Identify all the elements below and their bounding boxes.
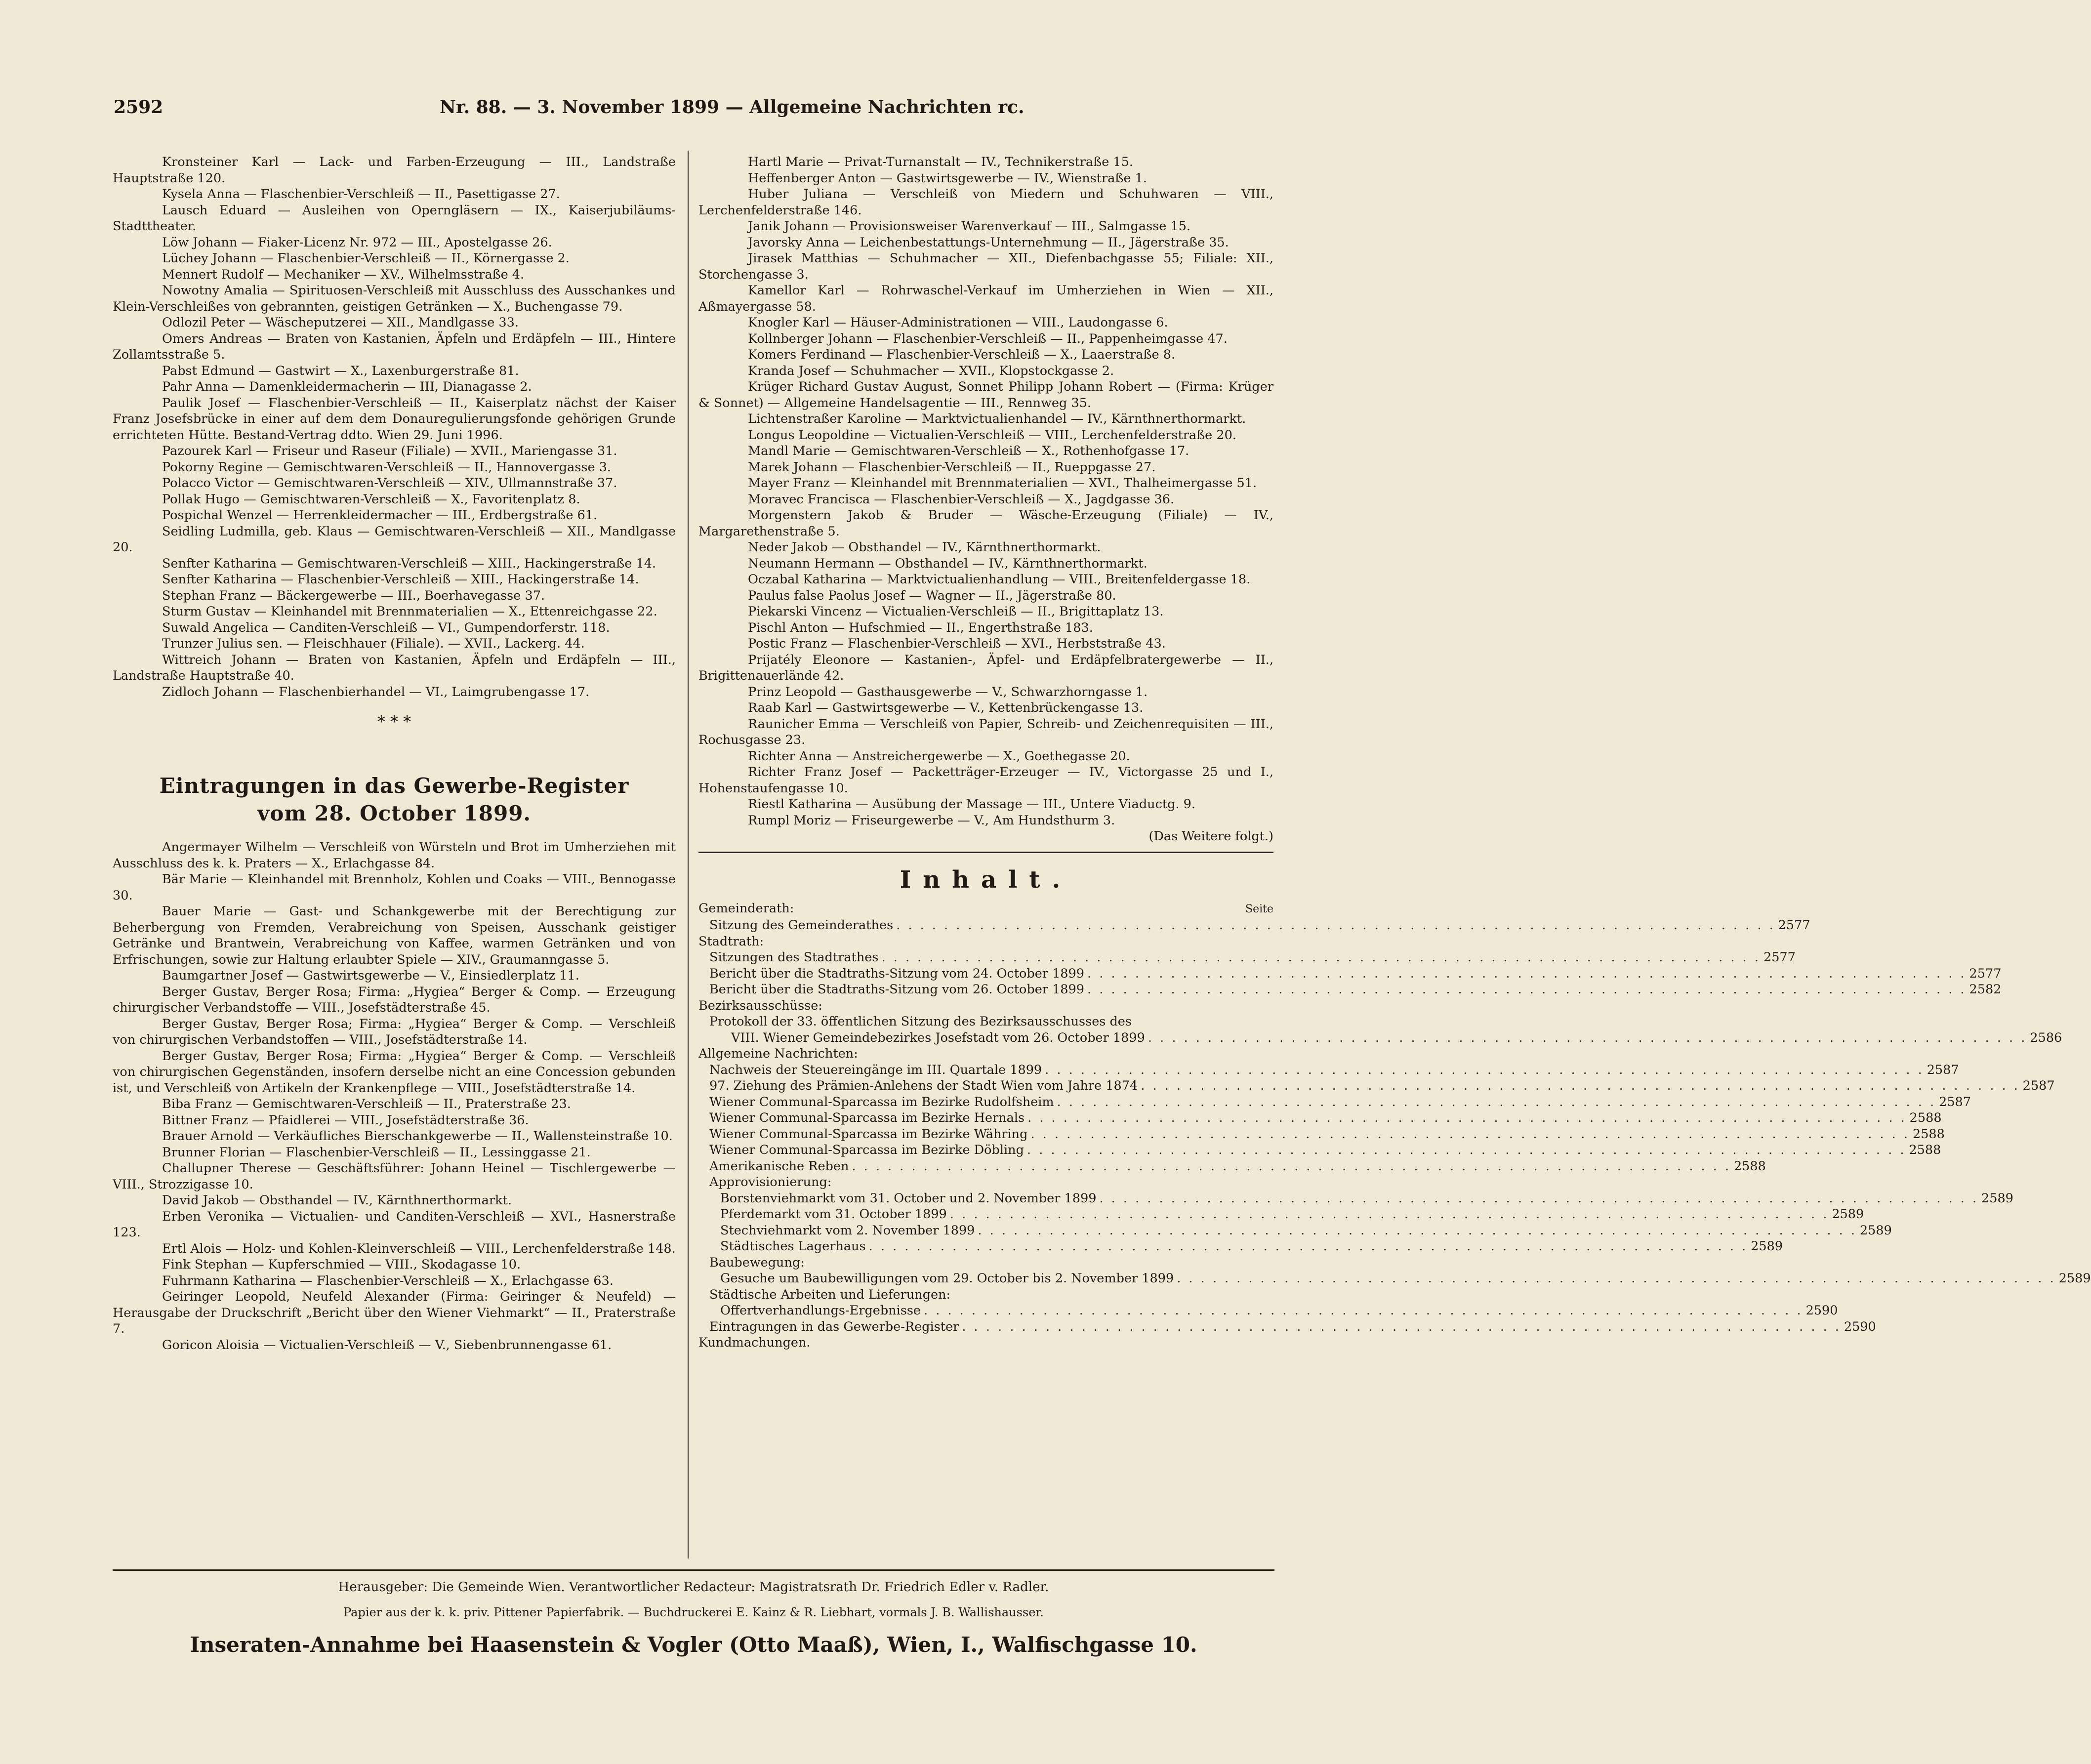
- list-item: Zidloch Johann — Flaschenbierhandel — VI., Laimgrubengasse 17.: [162, 684, 590, 699]
- toc-page-number: 2589: [1981, 1190, 2013, 1206]
- list-item: Pazourek Karl — Friseur und Raseur (Filiale) — XVII., Mariengasse 31.: [162, 444, 617, 458]
- list-item: Marek Johann — Flaschenbier-Verschleiß — II., Rueppgasse 27.: [748, 459, 1156, 475]
- toc-leader-dots: [1084, 966, 1969, 982]
- toc-label: Protokoll der 33. öffentlichen Sitzung des Bezirksausschusses des: [709, 1014, 1132, 1029]
- list-item: Pabst Edmund — Gastwirt — X., Laxenburgerstraße 81.: [162, 363, 519, 378]
- list-item: David Jakob — Obsthandel — IV., Kärnthnerthormarkt.: [162, 1193, 512, 1208]
- toc-label: Sitzungen des Stadtrathes: [709, 950, 879, 965]
- list-item: Baumgartner Josef — Gastwirtsgewerbe — V., Einsiedlerplatz 11.: [162, 968, 579, 983]
- list-item: Komers Ferdinand — Flaschenbier-Verschleiß — X., Laaerstraße 8.: [748, 347, 1176, 362]
- toc-label: Baubewegung:: [709, 1255, 805, 1270]
- list-item: Brunner Florian — Flaschenbier-Verschleiß — II., Lessinggasse 21.: [162, 1145, 591, 1160]
- toc-label: Bericht über die Stadtraths-Sitzung vom 24. October 1899: [709, 966, 1084, 981]
- toc-entry: [698, 1319, 1876, 1335]
- table-of-contents: [698, 901, 2091, 1351]
- list-item: Raab Karl — Gastwirtsgewerbe — V., Kettenbrückengasse 13.: [748, 700, 1144, 715]
- toc-entry: [698, 1303, 1838, 1319]
- list-item: Rumpl Moriz — Friseurgewerbe — V., Am Hundsthurm 3.: [748, 813, 1115, 828]
- toc-entry: [698, 1271, 2091, 1287]
- list-item: Trunzer Julius sen. — Fleischhauer (Filiale). — XVII., Lackerg. 44.: [162, 636, 585, 651]
- toc-label: Borstenviehmarkt vom 31. October und 2. November 1899: [720, 1190, 1097, 1206]
- toc-entry: [698, 1142, 1941, 1158]
- list-item: Neumann Hermann — Obsthandel — IV., Kärnthnerthormarkt.: [748, 556, 1148, 571]
- list-item: Omers Andreas — Braten von Kastanien, Äpfeln und Erdäpfeln — III., Hintere Zollamtsstraße 5.: [113, 331, 676, 362]
- list-item: Sturm Gustav — Kleinhandel mit Brennmaterialien — X., Ettenreichgasse 22.: [162, 604, 657, 619]
- list-item: Prijatély Eleonore — Kastanien-, Äpfel- und Erdäpfelbratergewerbe — II., Brigittenauerlände 42.: [698, 652, 1273, 683]
- toc-leader-dots: [975, 1223, 1860, 1239]
- toc-page-number: 2590: [1844, 1319, 1876, 1334]
- toc-label: Bezirksausschüsse:: [698, 998, 822, 1013]
- list-item: Prinz Leopold — Gasthausgewerbe — V., Schwarzhorngasse 1.: [748, 684, 1148, 699]
- toc-leader-dots: [866, 1238, 1751, 1255]
- list-item: Goricon Aloisia — Victualien-Verschleiß — V., Siebenbrunnengasse 61.: [162, 1337, 612, 1353]
- toc-label: 97. Ziehung des Prämien-Anlehens der Stadt Wien vom Jahre 1874: [709, 1078, 1138, 1093]
- list-item: Angermayer Wilhelm — Verschleiß von Würsteln und Brot im Umherziehen mit Ausschluss des k. k. Praters — X., Erlachgasse 84.: [113, 840, 676, 871]
- list-item: Lüchey Johann — Flaschenbier-Verschleiß — II., Körnergasse 2.: [162, 251, 570, 266]
- toc-label: Offertverhandlungs-Ergebnisse: [720, 1303, 921, 1318]
- list-item: Neder Jakob — Obsthandel — IV., Kärnthnerthormarkt.: [748, 540, 1101, 555]
- list-item: Paulus false Paolus Josef — Wagner — II., Jägerstraße 80.: [748, 588, 1116, 603]
- list-item: Heffenberger Anton — Gastwirtsgewerbe — IV., Wienstraße 1.: [748, 170, 1147, 186]
- toc-leader-dots: [921, 1303, 1806, 1319]
- section-title: Eintragungen in das Gewerbe-Register: [159, 774, 629, 798]
- toc-label: Städtisches Lagerhaus: [720, 1239, 866, 1254]
- toc-leader-dots: [1138, 1078, 2023, 1094]
- running-title: Nr. 88. — 3. November 1899 — Allgemeine Nachrichten rc.: [440, 97, 1025, 118]
- right-column: [698, 154, 2091, 1351]
- list-item: Piekarski Vincenz — Victualien-Verschleiß — II., Brigittaplatz 13.: [748, 604, 1164, 619]
- list-item: Bittner Franz — Pfaidlerei — VIII., Josefstädterstraße 36.: [162, 1112, 529, 1128]
- toc-entry: [698, 1238, 1783, 1255]
- toc-leader-dots: [849, 1158, 1734, 1175]
- list-item: Mennert Rudolf — Mechaniker — XV., Wilhelmsstraße 4.: [162, 267, 525, 282]
- toc-leader-dots: [1027, 1126, 1913, 1143]
- list-item: Senfter Katharina — Flaschenbier-Verschleiß — XIII., Hackingerstraße 14.: [162, 572, 639, 587]
- left-column: [113, 154, 676, 1353]
- toc-entry: [698, 901, 1273, 918]
- toc-page-number: 2589: [2058, 1271, 2091, 1286]
- toc-entry: [698, 998, 1273, 1014]
- toc-label: Approvisionierung:: [709, 1175, 832, 1190]
- list-item: Seidling Ludmilla, geb. Klaus — Gemischtwaren-Verschleiß — XII., Mandlgasse 20.: [113, 524, 676, 555]
- toc-entry: [698, 1094, 1971, 1110]
- toc-label: Sitzung des Gemeinderathes: [709, 918, 894, 933]
- list-item: Kranda Josef — Schuhmacher — XVII., Klopstockgasse 2.: [748, 363, 1114, 378]
- toc-leader-dots: [1042, 1062, 1927, 1078]
- page-header: [114, 97, 1195, 126]
- list-item: Fink Stephan — Kupferschmied — VIII., Skodagasse 10.: [162, 1257, 521, 1272]
- toc-leader-dots: [959, 1319, 1844, 1335]
- list-item: Longus Leopoldine — Victualien-Verschleiß — VIII., Lerchenfelderstraße 20.: [748, 427, 1236, 443]
- toc-entry: [698, 1174, 1273, 1190]
- toc-leader-dots: [1025, 1110, 1910, 1126]
- toc-entry: [698, 917, 1810, 934]
- printer-line: Papier aus der k. k. priv. Pittener Papierfabrik. — Buchdruckerei E. Kainz & R. Liebhart, vormals J. B. Wallishausser.: [343, 1605, 1044, 1619]
- toc-entry: [698, 1030, 2062, 1046]
- toc-page-number: 2588: [1733, 1158, 1766, 1174]
- toc-entry: [698, 1062, 1959, 1078]
- list-item: Biba Franz — Gemischtwaren-Verschleiß — II., Praterstraße 23.: [162, 1097, 571, 1111]
- list-item: Moravec Francisca — Flaschenbier-Verschleiß — X., Jagdgasse 36.: [748, 492, 1175, 507]
- list-item: Pahr Anna — Damenkleidermacherin — III, Dianagasse 2.: [162, 379, 532, 394]
- list-item: Pollak Hugo — Gemischtwaren-Verschleiß — X., Favoritenplatz 8.: [162, 492, 580, 507]
- list-item: Paulik Josef — Flaschenbier-Verschleiß — II., Kaiserplatz nächst der Kaiser Franz Josefsbrücke in einer auf dem dem Donauregulierungsfonde gehörigen Grunde errichteten Hütte. Bestand-Vertrag ddto. Wien 29. Juni 1996.: [113, 395, 676, 443]
- list-item: Wittreich Johann — Braten von Kastanien, Äpfeln und Erdäpfeln — III., Landstraße Hauptstraße 40.: [113, 652, 676, 683]
- trade-register-list-continued: [698, 154, 1273, 828]
- toc-divider: [698, 852, 1273, 853]
- toc-leader-dots: [893, 917, 1778, 934]
- list-item: Jirasek Matthias — Schuhmacher — XII., Diefenbachgasse 55; Filiale: XII., Storchengasse 3.: [698, 251, 1273, 282]
- list-item: Mayer Franz — Kleinhandel mit Brennmaterialien — XVI., Thalheimergasse 51.: [748, 476, 1257, 491]
- list-item: Löw Johann — Fiaker-Licenz Nr. 972 — III., Apostelgasse 26.: [162, 235, 552, 250]
- toc-entry: [698, 1014, 1273, 1030]
- list-item: Mandl Marie — Gemischtwaren-Verschleiß — X., Rothenhofgasse 17.: [748, 444, 1189, 458]
- list-item: Richter Franz Josef — Packetträger-Erzeuger — IV., Victorgasse 25 und I., Hohenstaufengasse 10.: [698, 765, 1273, 796]
- toc-leader-dots: [1054, 1094, 1939, 1110]
- toc-label: Wiener Communal-Sparcassa im Bezirke Hernals: [709, 1110, 1025, 1125]
- toc-entry: [698, 1126, 1945, 1143]
- list-item: Suwald Angelica — Canditen-Verschleiß — VI., Gumpendorferstr. 118.: [162, 620, 610, 635]
- list-item: Brauer Arnold — Verkäufliches Bierschankgewerbe — II., Wallensteinstraße 10.: [162, 1129, 673, 1144]
- toc-entry: [698, 1335, 1273, 1351]
- toc-page-number: 2587: [1939, 1094, 1971, 1109]
- list-item: Richter Anna — Anstreichergewerbe — X., Goethegasse 20.: [748, 748, 1130, 764]
- toc-page-number: 2590: [1805, 1303, 1838, 1318]
- toc-leader-dots: [1145, 1030, 2030, 1046]
- toc-page-number: 2587: [2022, 1078, 2055, 1093]
- list-item: Raunicher Emma — Verschleiß von Papier, Schreib- und Zeichenrequisiten — III., Rochusgasse 23.: [698, 716, 1273, 747]
- publisher-line: Herausgeber: Die Gemeinde Wien. Verantwortlicher Redacteur: Magistratsrath Dr. Friedrich Edler v. Radler.: [338, 1580, 1049, 1595]
- list-item: Odlozil Peter — Wäscheputzerei — XII., Mandlgasse 33.: [162, 315, 519, 330]
- toc-entry: [698, 934, 1273, 950]
- list-item: Javorsky Anna — Leichenbestattungs-Unternehmung — II., Jägerstraße 35.: [748, 235, 1229, 250]
- toc-label: Nachweis der Steuereingänge im III. Quartale 1899: [709, 1062, 1042, 1077]
- footer-divider: [113, 1569, 1274, 1571]
- toc-label: Eintragungen in das Gewerbe-Register: [709, 1319, 959, 1334]
- toc-title: Inhalt.: [900, 865, 1072, 894]
- toc-page-number: 2587: [1927, 1062, 1959, 1077]
- list-item: Pischl Anton — Hufschmied — II., Engerthstraße 183.: [748, 620, 1093, 635]
- toc-leader-dots: [1084, 982, 1969, 998]
- list-item: Kronsteiner Karl — Lack- und Farben-Erzeugung — III., Landstraße Hauptstraße 120.: [113, 155, 676, 186]
- column-divider: [688, 151, 689, 1559]
- list-item: Pospichal Wenzel — Herrenkleidermacher — III., Erdbergstraße 61.: [162, 508, 598, 523]
- list-item: Fuhrmann Katharina — Flaschenbier-Verschleiß — X., Erlachgasse 63.: [162, 1273, 614, 1288]
- toc-label: Pferdemarkt vom 31. October 1899: [720, 1207, 947, 1222]
- toc-label: Städtische Arbeiten und Lieferungen:: [709, 1287, 951, 1302]
- toc-entry: [698, 1255, 1273, 1271]
- list-item: Kollnberger Johann — Flaschenbier-Verschleiß — II., Pappenheimgasse 47.: [748, 331, 1228, 346]
- toc-page-number: 2577: [1778, 918, 1810, 933]
- toc-page-number: 2589: [1832, 1207, 1864, 1222]
- toc-label: Wiener Communal-Sparcassa im Bezirke Rudolfsheim: [709, 1094, 1054, 1109]
- list-item: Morgenstern Jakob & Bruder — Wäsche-Erzeugung (Filiale) — IV., Margarethenstraße 5.: [698, 508, 1273, 539]
- toc-leader-dots: [1096, 1190, 1981, 1207]
- list-item: Lichtenstraßer Karoline — Marktvictualienhandel — IV., Kärnthnerthormarkt.: [748, 411, 1246, 426]
- toc-entry: [698, 1190, 2013, 1207]
- toc-page-number: 2577: [1969, 966, 2002, 981]
- toc-entry: [698, 1223, 1892, 1239]
- separator-stars: * * *: [377, 712, 411, 731]
- toc-leader-dots: [878, 949, 1763, 966]
- toc-entry: [698, 1046, 1273, 1062]
- list-item: Lausch Eduard — Ausleihen von Operngläsern — IX., Kaiserjubiläums-Stadttheater.: [113, 203, 676, 234]
- toc-leader-dots: [1174, 1271, 2059, 1287]
- toc-entry: [698, 949, 1796, 966]
- toc-label: Wiener Communal-Sparcassa im Bezirke Währing: [709, 1126, 1028, 1142]
- list-item: Kamellor Karl — Rohrwaschel-Verkauf im Umherziehen in Wien — XII., Aßmayergasse 58.: [698, 283, 1273, 314]
- section-date: vom 28. October 1899.: [257, 801, 532, 825]
- list-item: Berger Gustav, Berger Rosa; Firma: „Hygiea“ Berger & Comp. — Verschleiß von chirurgischen Verbandstoffen — VIII., Josefstädterstraße 14.: [113, 1016, 676, 1047]
- toc-page-number: 2588: [1912, 1126, 1945, 1142]
- toc-page-number: 2589: [1859, 1223, 1892, 1238]
- list-item: Knogler Karl — Häuser-Administrationen — VIII., Laudongasse 6.: [748, 315, 1168, 330]
- list-item: Senfter Katharina — Gemischtwaren-Verschleiß — XIII., Hackingerstraße 14.: [162, 556, 656, 571]
- toc-label: Stadtrath:: [698, 934, 764, 949]
- list-item: Bär Marie — Kleinhandel mit Brennholz, Kohlen und Coaks — VIII., Bennogasse 30.: [113, 872, 676, 903]
- list-item: Stephan Franz — Bäckergewerbe — III., Boerhavegasse 37.: [162, 588, 545, 603]
- toc-entry: [698, 1158, 1766, 1175]
- list-item: Geiringer Leopold, Neufeld Alexander (Firma: Geiringer & Neufeld) — Herausgabe der Druckschrift „Bericht über den Wiener Viehmarkt“ — II., Praterstraße 7.: [113, 1289, 676, 1336]
- toc-page-number: 2577: [1763, 950, 1796, 965]
- toc-label: Amerikanische Reben: [709, 1158, 849, 1174]
- list-item: Bauer Marie — Gast- und Schankgewerbe mit der Berechtigung zur Beherbergung von Fremden, Verabreichung von Speisen, Ausschank geistiger Getränke und Brantwein, Verabreichung von Kaffee, warmen Getränken und von Erfrischungen, sowie zur Haltung erlaubter Spiele — XIV., Graumanngasse 5.: [113, 904, 676, 967]
- list-item: Oczabal Katharina — Marktvictualienhandlung — VIII., Breitenfeldergasse 18.: [748, 572, 1251, 587]
- toc-entry: [698, 966, 2002, 982]
- list-item: Riestl Katharina — Ausübung der Massage — III., Untere Viaductg. 9.: [748, 797, 1195, 812]
- toc-label: VIII. Wiener Gemeindebezirkes Josefstadt vom 26. October 1899: [731, 1030, 1145, 1045]
- list-item: Kysela Anna — Flaschenbier-Verschleiß — II., Pasettigasse 27.: [162, 187, 560, 202]
- toc-leader-dots: [1024, 1142, 1909, 1158]
- toc-label: Wiener Communal-Sparcassa im Bezirke Döbling: [709, 1143, 1024, 1157]
- list-item: Ertl Alois — Holz- und Kohlen-Kleinverschleiß — VIII., Lerchenfelderstraße 148.: [162, 1241, 676, 1256]
- toc-label: Kundmachungen.: [698, 1335, 811, 1350]
- toc-page-number: 2582: [1969, 982, 2002, 997]
- toc-entry: [698, 1078, 2055, 1094]
- list-item: Hartl Marie — Privat-Turnanstalt — IV., Technikerstraße 15.: [748, 155, 1133, 169]
- list-item: Berger Gustav, Berger Rosa; Firma: „Hygiea“ Berger & Comp. — Erzeugung chirurgischer Verbandstoffe — VIII., Josefstädterstraße 45.: [113, 984, 676, 1015]
- toc-label: Bericht über die Stadtraths-Sitzung vom 26. October 1899: [709, 982, 1084, 997]
- list-item: Huber Juliana — Verschleiß von Miedern und Schuhwaren — VIII., Lerchenfelderstraße 146.: [698, 187, 1273, 218]
- trade-list-continued: [113, 154, 676, 700]
- toc-entry: [698, 982, 2002, 998]
- toc-page-number: 2589: [1751, 1239, 1783, 1254]
- list-item: Nowotny Amalia — Spirituosen-Verschleiß mit Ausschluss des Ausschankes und Klein-Verschleißes von gebrannten, geistigen Getränken — X., Buchengasse 79.: [113, 283, 676, 314]
- list-item: Postic Franz — Flaschenbier-Verschleiß — XVI., Herbststraße 43.: [748, 636, 1166, 651]
- toc-page-number: 2588: [1909, 1110, 1942, 1125]
- toc-entry: [698, 1287, 1273, 1303]
- list-item: Berger Gustav, Berger Rosa; Firma: „Hygiea“ Berger & Comp. — Verschleiß von chirurgischen Gegenständen, insofern derselbe nicht an eine Concession gebunden ist, und Verschleiß von Artikeln der Krankenpflege — VIII., Josefstädterstraße 14.: [113, 1048, 676, 1096]
- continued-note: (Das Weitere folgt.): [1148, 829, 1273, 844]
- toc-label: Stechviehmarkt vom 2. November 1899: [720, 1223, 975, 1238]
- toc-leader-dots: [947, 1206, 1832, 1223]
- toc-entry: [698, 1110, 1942, 1126]
- list-item: Challupner Therese — Geschäftsführer: Johann Heinel — Tischlergewerbe — VIII., Strozzigasse 10.: [113, 1161, 676, 1192]
- toc-entry: [698, 1206, 1864, 1223]
- advertising-line: Inseraten-Annahme bei Haasenstein & Vogler (Otto Maaß), Wien, I., Walfischgasse 10.: [190, 1633, 1197, 1657]
- page-number: 2592: [114, 97, 164, 118]
- toc-label: Gemeinderath:: [698, 901, 794, 916]
- list-item: Erben Veronika — Victualien- und Canditen-Verschleiß — XVI., Hasnerstraße 123.: [113, 1209, 676, 1240]
- trade-register-list: [113, 839, 676, 1353]
- list-item: Pokorny Regine — Gemischtwaren-Verschleiß — II., Hannovergasse 3.: [162, 459, 612, 475]
- toc-page-number: 2588: [1909, 1143, 1941, 1157]
- toc-page-number: 2586: [2030, 1030, 2062, 1045]
- list-item: Polacco Victor — Gemischtwaren-Verschleiß — XIV., Ullmannstraße 37.: [162, 476, 617, 491]
- list-item: Janik Johann — Provisionsweiser Warenverkauf — III., Salmgasse 15.: [748, 219, 1191, 234]
- toc-label: Gesuche um Baubewilligungen vom 29. October bis 2. November 1899: [720, 1271, 1174, 1286]
- section-separator: [113, 712, 676, 759]
- toc-label: Allgemeine Nachrichten:: [698, 1046, 858, 1061]
- toc-page-number: Seite: [1245, 903, 1273, 915]
- list-item: Krüger Richard Gustav August, Sonnet Philipp Johann Robert — (Firma: Krüger & Sonnet) — Allgemeine Handelsagentie — III., Rennweg 35.: [698, 379, 1273, 410]
